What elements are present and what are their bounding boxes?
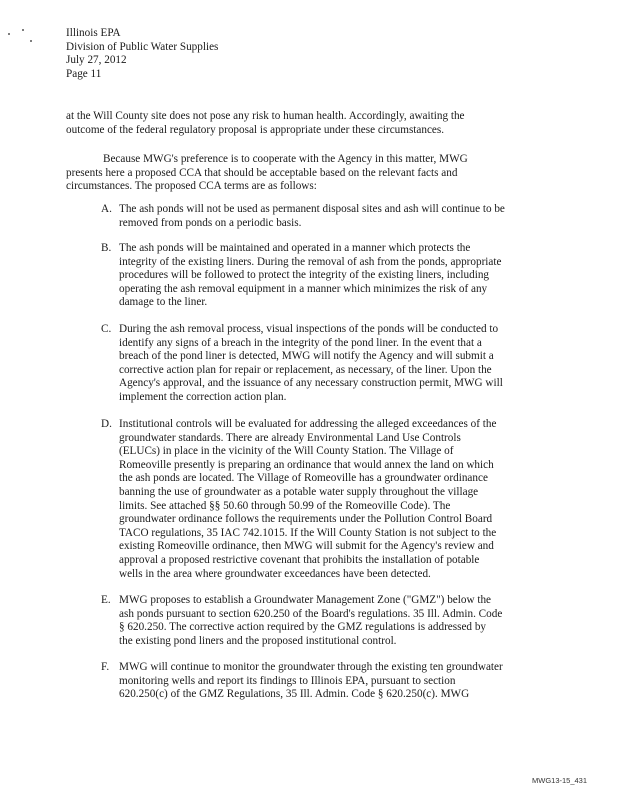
scan-speck [30,40,32,42]
text-line: approval a proposed restrictive covenant that prohibits the installation of potable [119,553,480,566]
paragraph-intro [66,153,468,194]
list-item-text [119,242,501,310]
text-line: Agency's approval, and the issuance of any necessary construction permit, MWG will [119,377,503,390]
text-line: During the ash removal process, visual inspections of the ponds will be conducted to [119,323,499,335]
text-line: TACO regulations, 35 IAC 742.1015. If the Will County Station is not subject to the [119,526,497,539]
header-page-number: Page 11 [66,67,102,80]
text-line: Romeoville presently is preparing an ordinance that would annex the land on which [119,458,494,471]
list-item-text [119,661,503,702]
list-item-letter: E. [101,594,111,606]
header-date: July 27, 2012 [66,54,127,67]
list-item-letter: C. [101,323,112,335]
list-item-letter: D. [101,418,112,430]
text-line: The ash ponds will be maintained and operated in a manner which protects the [119,242,471,254]
list-item-text [119,594,502,648]
text-line: implement the correction action plan. [119,390,287,403]
text-line: removed from ponds on a periodic basis. [119,216,302,229]
text-line: wells in the area where groundwater exceedances have been detected. [119,567,431,580]
text-line: § 620.250. The corrective action required by the GMZ regulations is addressed by [119,621,487,634]
paragraph-continuation [66,110,465,137]
list-item-letter: B. [101,242,112,254]
scan-speck [22,29,24,31]
text-line: corrective action plan for repair or replacement, as necessary, of the liner. Upon the [119,363,492,376]
text-line: circumstances. The proposed CCA terms are as follows: [66,180,317,193]
text-line: The ash ponds will not be used as permanent disposal sites and ash will continue to be [119,203,505,215]
text-line: the existing pond liners and the proposed institutional control. [119,634,397,647]
list-item-text [119,203,505,230]
scan-speck [8,33,10,35]
text-line: groundwater ordinance follows the requirements under the Pollution Control Board [119,513,493,526]
bates-number: MWG13-15_431 [532,776,588,785]
text-line: (ELUCs) in place in the vicinity of the Will County Station. The Village of [119,445,454,458]
text-line: breach of the pond liner is detected, MWG will notify the Agency and will submit a [119,350,494,363]
text-line: procedures will be followed to protect the integrity of the existing liners, including [119,269,490,282]
text-line: existing Romeoville ordinance, then MWG will submit for the Agency's review and [119,540,494,553]
text-line: at the Will County site does not pose any risk to human health. Accordingly, awaiting the [66,110,465,122]
header-agency: Illinois EPA [66,27,121,39]
text-line: 620.250(c) of the GMZ Regulations, 35 Ill. Admin. Code § 620.250(c). MWG [119,688,470,701]
text-line: operating the ash removal equipment in a manner which minimizes the risk of any [119,282,488,295]
text-line: identify any signs of a breach in the integrity of the pond liner. In the event that a [119,336,482,349]
text-line: MWG proposes to establish a Groundwater Management Zone ("GMZ") below the [119,594,492,606]
list-item-text [119,418,496,581]
text-line: damage to the liner. [119,296,208,309]
text-line: Institutional controls will be evaluated for addressing the alleged exceedances of the [119,418,497,430]
header-division: Division of Public Water Supplies [66,40,219,53]
letter-header [66,27,218,81]
text-line: presents here a proposed CCA that should be acceptable based on the relevant facts and [66,166,458,179]
text-line: ash ponds pursuant to section 620.250 of the Board's regulations. 35 Ill. Admin. Code [119,607,503,620]
text-line: outcome of the federal regulatory proposal is appropriate under these circumstances. [66,123,445,136]
list-item-letter: A. [101,203,112,215]
text-line: monitoring wells and report its findings to Illinois EPA, pursuant to section [119,674,456,687]
list-item-letter: F. [101,661,110,673]
text-line: MWG will continue to monitor the groundwater through the existing ten groundwater [119,661,503,673]
text-line: the ash ponds are located. The Village of Romeoville has a groundwater ordinance [119,472,488,485]
text-line: groundwater standards. There are already Environmental Land Use Controls [119,431,461,444]
text-line: integrity of the existing liners. During the removal of ash from the ponds, appropriate [119,255,502,268]
list-item-text [119,323,503,405]
text-line: Because MWG's preference is to cooperate with the Agency in this matter, MWG [103,153,468,165]
text-line: limits. See attached §§ 50.60 through 50.99 of the Romeoville Code). The [119,499,451,512]
text-line: banning the use of groundwater as a potable water supply throughout the village [119,485,479,498]
